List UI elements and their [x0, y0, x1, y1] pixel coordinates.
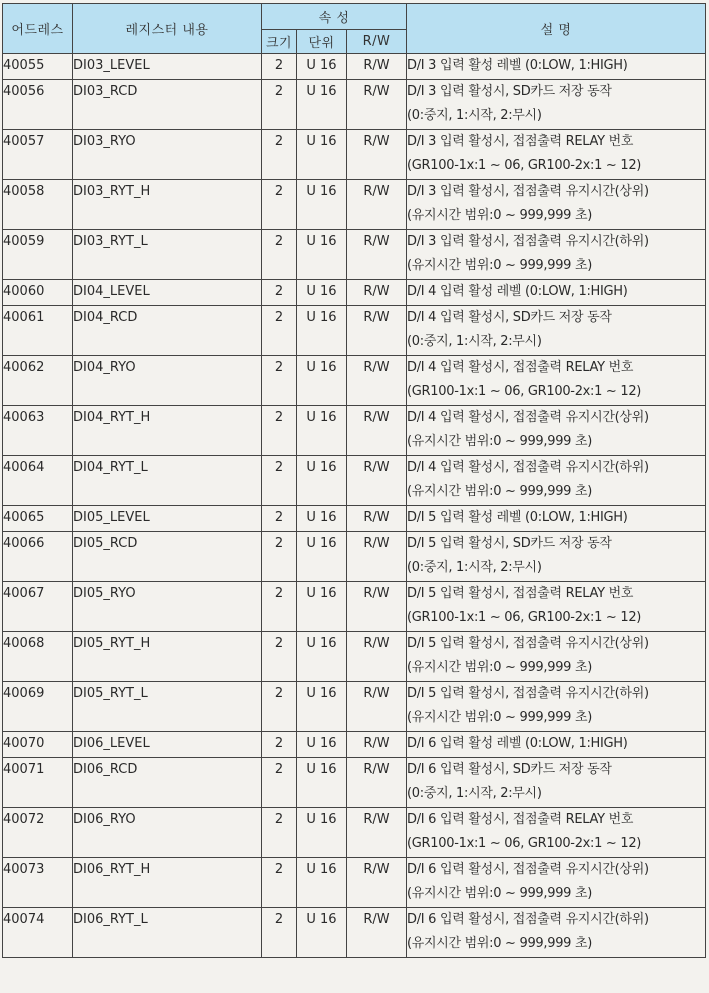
table-row: [3, 456, 706, 506]
table-row: [3, 632, 706, 682]
size-cell: [262, 54, 297, 80]
description-line: (유지시간 범위:0 ~ 999,999 초): [407, 484, 592, 499]
unit-cell: [297, 758, 347, 808]
size-text: 2: [274, 912, 284, 927]
unit-text: U 16: [306, 184, 337, 199]
unit-cell: [297, 180, 347, 230]
register-name-text: DI04_RYT_L: [73, 460, 148, 475]
size-text: 2: [274, 134, 284, 149]
unit-cell: [297, 280, 347, 306]
description-line: D/I 5 입력 활성시, SD카드 저장 동작: [407, 536, 612, 551]
register-name-cell: [73, 280, 262, 306]
table-body: [3, 54, 706, 958]
unit-cell: [297, 858, 347, 908]
register-name-cell: [73, 758, 262, 808]
header-attributes: 속 성: [262, 4, 407, 30]
size-text: 2: [274, 84, 284, 99]
description-line: D/I 5 입력 활성시, 접점출력 유지시간(상위): [407, 636, 649, 651]
description-cell: [407, 356, 706, 406]
size-cell: [262, 582, 297, 632]
size-cell: [262, 808, 297, 858]
description-line: D/I 3 입력 활성 레벨 (0:LOW, 1:HIGH): [407, 58, 628, 73]
table-row: [3, 532, 706, 582]
rw-text: R/W: [363, 510, 390, 525]
description-line: D/I 5 입력 활성시, 접점출력 유지시간(하위): [407, 686, 649, 701]
description-cell: [407, 858, 706, 908]
unit-cell: [297, 406, 347, 456]
unit-text: U 16: [306, 360, 337, 375]
address-cell: [3, 80, 73, 130]
description-line: (GR100-1x:1 ~ 06, GR100-2x:1 ~ 12): [407, 158, 642, 173]
unit-cell: [297, 582, 347, 632]
size-text: 2: [274, 736, 284, 751]
description-line: D/I 6 입력 활성시, 접점출력 유지시간(하위): [407, 912, 649, 927]
unit-text: U 16: [306, 84, 337, 99]
unit-cell: [297, 682, 347, 732]
register-name-cell: [73, 682, 262, 732]
rw-text: R/W: [363, 736, 390, 751]
size-cell: [262, 532, 297, 582]
address-cell: [3, 632, 73, 682]
register-name-cell: [73, 54, 262, 80]
description-line: (유지시간 범위:0 ~ 999,999 초): [407, 710, 592, 725]
register-name-cell: [73, 582, 262, 632]
size-cell: [262, 682, 297, 732]
description-cell: [407, 732, 706, 758]
size-cell: [262, 456, 297, 506]
rw-cell: [347, 230, 407, 280]
rw-cell: [347, 54, 407, 80]
rw-cell: [347, 532, 407, 582]
address-cell: [3, 582, 73, 632]
register-name-cell: [73, 406, 262, 456]
description-cell: [407, 456, 706, 506]
unit-cell: [297, 632, 347, 682]
register-name-text: DI06_RYT_H: [73, 862, 151, 877]
size-text: 2: [274, 510, 284, 525]
register-name-cell: [73, 858, 262, 908]
register-table: [2, 3, 706, 958]
unit-cell: [297, 908, 347, 958]
size-text: 2: [274, 360, 284, 375]
register-name-text: DI05_RYT_H: [73, 636, 151, 651]
description-cell: [407, 306, 706, 356]
address-text: 40074: [3, 912, 45, 927]
description-line: D/I 6 입력 활성시, SD카드 저장 동작: [407, 762, 612, 777]
address-cell: [3, 306, 73, 356]
size-cell: [262, 180, 297, 230]
address-cell: [3, 406, 73, 456]
description-cell: [407, 280, 706, 306]
rw-cell: [347, 682, 407, 732]
register-name-text: DI03_LEVEL: [73, 58, 150, 73]
size-text: 2: [274, 686, 284, 701]
size-cell: [262, 858, 297, 908]
unit-cell: [297, 80, 347, 130]
description-cell: [407, 682, 706, 732]
address-text: 40059: [3, 234, 45, 249]
description-cell: [407, 532, 706, 582]
table-row: [3, 758, 706, 808]
description-cell: [407, 582, 706, 632]
address-cell: [3, 130, 73, 180]
description-line: D/I 5 입력 활성시, 접점출력 RELAY 번호: [407, 586, 634, 601]
unit-cell: [297, 356, 347, 406]
size-cell: [262, 506, 297, 532]
description-cell: [407, 758, 706, 808]
size-text: 2: [274, 234, 284, 249]
unit-cell: [297, 506, 347, 532]
table-row: [3, 732, 706, 758]
unit-text: U 16: [306, 736, 337, 751]
register-name-text: DI03_RCD: [73, 84, 138, 99]
header-size: 크기: [262, 30, 297, 54]
description-cell: [407, 632, 706, 682]
description-line: D/I 5 입력 활성 레벨 (0:LOW, 1:HIGH): [407, 510, 628, 525]
rw-text: R/W: [363, 812, 390, 827]
size-cell: [262, 356, 297, 406]
register-name-text: DI05_RYO: [73, 586, 136, 601]
unit-text: U 16: [306, 460, 337, 475]
size-text: 2: [274, 460, 284, 475]
register-name-text: DI04_RYT_H: [73, 410, 151, 425]
size-text: 2: [274, 310, 284, 325]
rw-cell: [347, 506, 407, 532]
address-cell: [3, 356, 73, 406]
address-cell: [3, 682, 73, 732]
rw-text: R/W: [363, 310, 390, 325]
rw-text: R/W: [363, 762, 390, 777]
table-header: [3, 4, 706, 54]
size-text: 2: [274, 58, 284, 73]
description-line: D/I 4 입력 활성시, 접점출력 유지시간(하위): [407, 460, 649, 475]
address-cell: [3, 732, 73, 758]
address-text: 40056: [3, 84, 45, 99]
address-cell: [3, 280, 73, 306]
rw-cell: [347, 130, 407, 180]
description-cell: [407, 130, 706, 180]
table-row: [3, 506, 706, 532]
description-line: D/I 4 입력 활성시, 접점출력 유지시간(상위): [407, 410, 649, 425]
description-cell: [407, 80, 706, 130]
description-line: (유지시간 범위:0 ~ 999,999 초): [407, 936, 592, 951]
register-name-cell: [73, 456, 262, 506]
rw-cell: [347, 306, 407, 356]
size-text: 2: [274, 636, 284, 651]
rw-text: R/W: [363, 536, 390, 551]
address-text: 40065: [3, 510, 45, 525]
address-text: 40055: [3, 58, 45, 73]
address-cell: [3, 180, 73, 230]
size-cell: [262, 908, 297, 958]
description-line: (유지시간 범위:0 ~ 999,999 초): [407, 208, 592, 223]
description-line: D/I 4 입력 활성 레벨 (0:LOW, 1:HIGH): [407, 284, 628, 299]
rw-cell: [347, 356, 407, 406]
register-name-text: DI06_RCD: [73, 762, 138, 777]
unit-text: U 16: [306, 862, 337, 877]
register-name-text: DI05_RYT_L: [73, 686, 148, 701]
description-cell: [407, 406, 706, 456]
rw-text: R/W: [363, 184, 390, 199]
register-name-cell: [73, 532, 262, 582]
unit-text: U 16: [306, 536, 337, 551]
size-cell: [262, 632, 297, 682]
register-name-cell: [73, 632, 262, 682]
rw-cell: [347, 908, 407, 958]
size-cell: [262, 306, 297, 356]
unit-cell: [297, 456, 347, 506]
rw-cell: [347, 406, 407, 456]
rw-cell: [347, 180, 407, 230]
address-text: 40071: [3, 762, 45, 777]
address-text: 40058: [3, 184, 45, 199]
header-register: 레지스터 내용: [73, 4, 262, 54]
rw-text: R/W: [363, 360, 390, 375]
rw-cell: [347, 858, 407, 908]
unit-cell: [297, 732, 347, 758]
rw-cell: [347, 280, 407, 306]
register-name-text: DI06_LEVEL: [73, 736, 150, 751]
description-line: D/I 6 입력 활성시, 접점출력 RELAY 번호: [407, 812, 634, 827]
size-cell: [262, 732, 297, 758]
register-name-cell: [73, 356, 262, 406]
address-cell: [3, 858, 73, 908]
register-name-text: DI06_RYT_L: [73, 912, 148, 927]
description-cell: [407, 230, 706, 280]
register-name-text: DI05_LEVEL: [73, 510, 150, 525]
unit-cell: [297, 532, 347, 582]
address-cell: [3, 908, 73, 958]
rw-text: R/W: [363, 410, 390, 425]
description-line: D/I 4 입력 활성시, 접점출력 RELAY 번호: [407, 360, 634, 375]
description-line: (유지시간 범위:0 ~ 999,999 초): [407, 886, 592, 901]
address-cell: [3, 54, 73, 80]
address-text: 40067: [3, 586, 45, 601]
address-text: 40061: [3, 310, 45, 325]
rw-text: R/W: [363, 862, 390, 877]
description-cell: [407, 54, 706, 80]
unit-text: U 16: [306, 310, 337, 325]
register-name-cell: [73, 306, 262, 356]
size-text: 2: [274, 184, 284, 199]
table-row: [3, 80, 706, 130]
table-row: [3, 54, 706, 80]
table-row: [3, 908, 706, 958]
unit-text: U 16: [306, 912, 337, 927]
register-name-text: DI03_RYT_L: [73, 234, 148, 249]
table-row: [3, 130, 706, 180]
rw-cell: [347, 632, 407, 682]
register-name-cell: [73, 908, 262, 958]
unit-text: U 16: [306, 762, 337, 777]
description-line: (0:중지, 1:시작, 2:무시): [407, 560, 542, 575]
description-line: (GR100-1x:1 ~ 06, GR100-2x:1 ~ 12): [407, 610, 642, 625]
description-line: (0:중지, 1:시작, 2:무시): [407, 786, 542, 801]
rw-text: R/W: [363, 134, 390, 149]
description-line: D/I 4 입력 활성시, SD카드 저장 동작: [407, 310, 612, 325]
description-cell: [407, 506, 706, 532]
description-line: (유지시간 범위:0 ~ 999,999 초): [407, 434, 592, 449]
register-name-text: DI04_LEVEL: [73, 284, 150, 299]
unit-text: U 16: [306, 234, 337, 249]
unit-text: U 16: [306, 686, 337, 701]
address-text: 40068: [3, 636, 45, 651]
size-text: 2: [274, 536, 284, 551]
table-row: [3, 858, 706, 908]
register-name-cell: [73, 230, 262, 280]
size-text: 2: [274, 812, 284, 827]
unit-text: U 16: [306, 284, 337, 299]
description-line: D/I 3 입력 활성시, 접점출력 유지시간(하위): [407, 234, 649, 249]
address-cell: [3, 506, 73, 532]
register-name-text: DI04_RCD: [73, 310, 138, 325]
size-text: 2: [274, 862, 284, 877]
rw-cell: [347, 758, 407, 808]
description-line: (0:중지, 1:시작, 2:무시): [407, 334, 542, 349]
size-cell: [262, 130, 297, 180]
register-name-cell: [73, 732, 262, 758]
table-row: [3, 682, 706, 732]
size-text: 2: [274, 410, 284, 425]
size-text: 2: [274, 586, 284, 601]
size-cell: [262, 80, 297, 130]
size-cell: [262, 230, 297, 280]
rw-text: R/W: [363, 284, 390, 299]
rw-cell: [347, 732, 407, 758]
address-text: 40062: [3, 360, 45, 375]
rw-cell: [347, 80, 407, 130]
description-cell: [407, 908, 706, 958]
register-name-text: DI04_RYO: [73, 360, 136, 375]
register-name-cell: [73, 506, 262, 532]
rw-text: R/W: [363, 686, 390, 701]
rw-cell: [347, 456, 407, 506]
size-cell: [262, 280, 297, 306]
rw-text: R/W: [363, 58, 390, 73]
register-name-text: DI05_RCD: [73, 536, 138, 551]
unit-cell: [297, 230, 347, 280]
register-name-text: DI06_RYO: [73, 812, 136, 827]
unit-text: U 16: [306, 58, 337, 73]
rw-text: R/W: [363, 586, 390, 601]
table-row: [3, 280, 706, 306]
address-cell: [3, 456, 73, 506]
description-cell: [407, 808, 706, 858]
table-row: [3, 406, 706, 456]
register-name-cell: [73, 80, 262, 130]
rw-text: R/W: [363, 234, 390, 249]
address-text: 40070: [3, 736, 45, 751]
address-cell: [3, 532, 73, 582]
unit-text: U 16: [306, 636, 337, 651]
description-line: D/I 3 입력 활성시, 접점출력 유지시간(상위): [407, 184, 649, 199]
unit-cell: [297, 130, 347, 180]
address-text: 40072: [3, 812, 45, 827]
table-row: [3, 306, 706, 356]
address-text: 40063: [3, 410, 45, 425]
header-description: 설 명: [407, 4, 706, 54]
description-line: (0:중지, 1:시작, 2:무시): [407, 108, 542, 123]
address-text: 40069: [3, 686, 45, 701]
unit-text: U 16: [306, 410, 337, 425]
description-line: D/I 3 입력 활성시, SD카드 저장 동작: [407, 84, 612, 99]
register-name-cell: [73, 180, 262, 230]
unit-text: U 16: [306, 812, 337, 827]
register-name-text: DI03_RYT_H: [73, 184, 151, 199]
size-cell: [262, 758, 297, 808]
unit-cell: [297, 808, 347, 858]
unit-cell: [297, 54, 347, 80]
rw-text: R/W: [363, 84, 390, 99]
table-row: [3, 808, 706, 858]
address-text: 40057: [3, 134, 45, 149]
table-row: [3, 180, 706, 230]
address-text: 40073: [3, 862, 45, 877]
unit-text: U 16: [306, 510, 337, 525]
description-line: D/I 3 입력 활성시, 접점출력 RELAY 번호: [407, 134, 634, 149]
unit-cell: [297, 306, 347, 356]
address-text: 40066: [3, 536, 45, 551]
header-unit: 단위: [297, 30, 347, 54]
description-cell: [407, 180, 706, 230]
size-text: 2: [274, 284, 284, 299]
header-rw: R/W: [347, 30, 407, 54]
description-line: D/I 6 입력 활성시, 접점출력 유지시간(상위): [407, 862, 649, 877]
description-line: (유지시간 범위:0 ~ 999,999 초): [407, 660, 592, 675]
rw-text: R/W: [363, 636, 390, 651]
register-name-cell: [73, 130, 262, 180]
address-cell: [3, 230, 73, 280]
address-cell: [3, 758, 73, 808]
rw-text: R/W: [363, 460, 390, 475]
address-text: 40064: [3, 460, 45, 475]
description-line: (유지시간 범위:0 ~ 999,999 초): [407, 258, 592, 273]
description-line: (GR100-1x:1 ~ 06, GR100-2x:1 ~ 12): [407, 836, 642, 851]
address-cell: [3, 808, 73, 858]
size-cell: [262, 406, 297, 456]
table-row: [3, 582, 706, 632]
register-name-text: DI03_RYO: [73, 134, 136, 149]
register-name-cell: [73, 808, 262, 858]
rw-cell: [347, 582, 407, 632]
rw-text: R/W: [363, 912, 390, 927]
description-line: D/I 6 입력 활성 레벨 (0:LOW, 1:HIGH): [407, 736, 628, 751]
unit-text: U 16: [306, 586, 337, 601]
address-text: 40060: [3, 284, 45, 299]
header-address: 어드레스: [3, 4, 73, 54]
description-line: (GR100-1x:1 ~ 06, GR100-2x:1 ~ 12): [407, 384, 642, 399]
table-row: [3, 230, 706, 280]
size-text: 2: [274, 762, 284, 777]
unit-text: U 16: [306, 134, 337, 149]
table-row: [3, 356, 706, 406]
rw-cell: [347, 808, 407, 858]
